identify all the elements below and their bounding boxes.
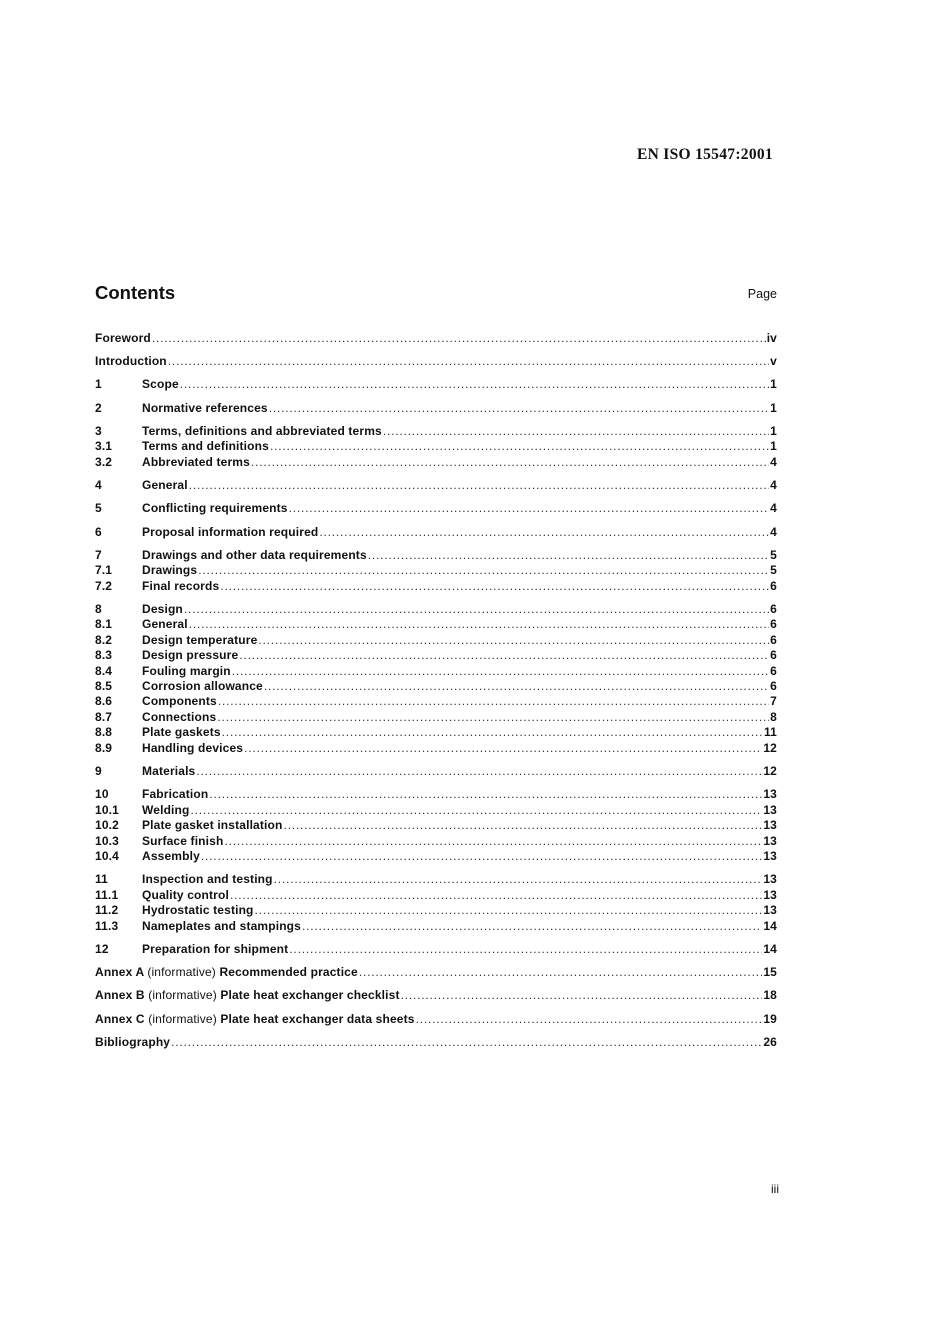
annex-note: (informative) <box>147 965 216 980</box>
dot-leader <box>209 787 762 802</box>
toc-entry-3[interactable] <box>95 424 777 439</box>
page-column-label: Page <box>747 287 777 301</box>
toc-entry-title: Corrosion allowance <box>142 679 263 694</box>
toc-entry-page: 5 <box>770 563 777 578</box>
toc-entry-page: 11 <box>764 725 777 740</box>
toc-entry-page: 13 <box>763 887 777 902</box>
toc-entry-title: Terms and definitions <box>142 439 269 454</box>
toc-entry-1[interactable] <box>95 377 777 392</box>
dot-leader <box>289 501 770 516</box>
toc-entry-title: General <box>142 478 188 493</box>
dot-leader <box>196 764 762 779</box>
dot-leader <box>359 965 763 980</box>
toc-entry-page: v <box>770 354 777 369</box>
dot-leader <box>289 942 762 957</box>
toc-entry-page: 14 <box>763 941 777 956</box>
toc-entry-title: Hydrostatic testing <box>142 903 254 918</box>
toc-entry-title: Welding <box>142 802 190 817</box>
toc-entry-page: 13 <box>763 849 777 864</box>
dot-leader <box>222 725 763 740</box>
toc-entry-page: 13 <box>763 872 777 887</box>
toc-entry-annex-b[interactable] <box>95 988 777 1003</box>
toc-entry-page: 6 <box>770 601 777 616</box>
toc-entry-number: 8.1 <box>95 617 113 632</box>
toc-entry-number: 10.2 <box>95 818 119 833</box>
toc-entry-page: 6 <box>770 632 777 647</box>
toc-entry-11-3[interactable] <box>95 919 777 934</box>
toc-entry-page: 19 <box>763 1011 777 1026</box>
toc-entry-title: Design temperature <box>142 632 258 647</box>
annex-title: Recommended practice <box>219 965 358 980</box>
dot-leader <box>368 548 769 563</box>
toc-entry-page: 1 <box>770 400 777 415</box>
toc-entry-number: 7.1 <box>95 563 113 578</box>
annex-title: Plate heat exchanger data sheets <box>220 1011 415 1026</box>
dot-leader <box>258 633 769 648</box>
dot-leader <box>189 617 769 632</box>
toc-entry-page: 13 <box>763 818 777 833</box>
toc-entry-title: Quality control <box>142 887 229 902</box>
dot-leader <box>189 478 769 493</box>
toc-entry-page: 12 <box>763 740 777 755</box>
toc-entry-title: Surface finish <box>142 833 224 848</box>
toc-entry-number: 11 <box>95 872 108 887</box>
toc-entry-8-6[interactable] <box>95 694 777 709</box>
toc-entry-title <box>95 1012 415 1027</box>
toc-entry-8-9[interactable] <box>95 741 777 756</box>
toc-entry-page: 1 <box>770 439 777 454</box>
dot-leader <box>255 903 763 918</box>
dot-leader <box>416 1012 763 1027</box>
toc-entry-title: Drawings and other data requirements <box>142 547 367 562</box>
toc-entry-10-2[interactable] <box>95 818 777 833</box>
dot-leader <box>230 888 762 903</box>
toc-entry-annex-a[interactable] <box>95 965 777 980</box>
toc-entry-11-1[interactable] <box>95 888 777 903</box>
toc-entry-title: Normative references <box>142 400 268 415</box>
toc-entry-8-5[interactable] <box>95 679 777 694</box>
toc-entry-title: Proposal information required <box>142 524 319 539</box>
toc-entry-page: 4 <box>770 501 777 516</box>
toc-entry-number: 7.2 <box>95 578 113 593</box>
toc-entry-8-1[interactable] <box>95 617 777 632</box>
toc-entry-11[interactable] <box>95 872 777 887</box>
toc-entry-number: 10.3 <box>95 833 119 848</box>
toc-entry-title: Fouling margin <box>142 663 231 678</box>
dot-leader <box>264 679 769 694</box>
toc-entry-page: 6 <box>770 578 777 593</box>
toc-entry-number: 8.6 <box>95 694 113 709</box>
toc-entry-title: Foreword <box>95 331 151 345</box>
toc-entry-page: 15 <box>763 965 777 980</box>
toc-entry-title: Plate gasket installation <box>142 818 283 833</box>
toc-entry-number: 10 <box>95 787 109 802</box>
dot-leader <box>274 872 763 887</box>
toc-entry-page: 13 <box>763 787 777 802</box>
toc-entry-page: 26 <box>763 1034 777 1049</box>
toc-entry-title: Bibliography <box>95 1034 171 1049</box>
toc-entry-number: 8.8 <box>95 725 113 740</box>
dot-leader <box>198 563 769 578</box>
toc-entry-title: Materials <box>142 764 196 779</box>
toc-entry-number: 3.2 <box>95 454 113 469</box>
toc-entry-10-4[interactable] <box>95 849 777 864</box>
toc-entry-foreword[interactable] <box>95 331 777 346</box>
toc-entry-8-3[interactable] <box>95 648 777 663</box>
toc-entry-4[interactable] <box>95 478 777 493</box>
dot-leader <box>217 710 769 725</box>
toc-entry-number: 8.3 <box>95 648 113 663</box>
toc-entry-title: Preparation for shipment <box>142 941 289 956</box>
toc-entry-6[interactable] <box>95 525 777 540</box>
toc-entry-title: Design <box>142 601 183 616</box>
toc-entry-7-1[interactable] <box>95 563 777 578</box>
dot-leader <box>283 818 762 833</box>
toc-entry-title: Introduction <box>95 354 167 369</box>
toc-entry-8[interactable] <box>95 602 777 617</box>
annex-title: Plate heat exchanger checklist <box>220 988 400 1003</box>
toc-entry-number: 8.2 <box>95 632 113 647</box>
toc-entry-number: 10.4 <box>95 849 119 864</box>
dot-leader <box>319 525 769 540</box>
toc-entry-page: 4 <box>770 524 777 539</box>
toc-entry-title: Drawings <box>142 563 198 578</box>
document-id: EN ISO 15547:2001 <box>636 146 773 163</box>
toc-entry-title: Plate gaskets <box>142 725 221 740</box>
page-number: iii <box>771 1182 779 1196</box>
annex-note: (informative) <box>148 988 217 1003</box>
toc-entry-11-2[interactable] <box>95 903 777 918</box>
toc-entry-page: 13 <box>763 802 777 817</box>
annex-note: (informative) <box>148 1011 217 1026</box>
dot-leader <box>168 354 769 369</box>
toc-entry-page: 6 <box>770 663 777 678</box>
toc-entry-number: 8.4 <box>95 663 113 678</box>
toc-entry-title: Design pressure <box>142 648 239 663</box>
toc-entry-5[interactable] <box>95 501 777 516</box>
toc-entry-number: 11.3 <box>95 918 119 933</box>
toc-entry-number: 6 <box>95 524 102 539</box>
dot-leader <box>302 919 762 934</box>
toc-entry-8-2[interactable] <box>95 633 777 648</box>
toc-entry-number: 9 <box>95 764 102 779</box>
dot-leader <box>401 988 763 1003</box>
dot-leader <box>232 664 769 679</box>
toc-entry-title: Fabrication <box>142 787 209 802</box>
toc-entry-number: 10.1 <box>95 802 119 817</box>
toc-entry-number: 8.9 <box>95 740 113 755</box>
toc-entry-number: 5 <box>95 501 102 516</box>
toc-entry-title: Handling devices <box>142 740 244 755</box>
dot-leader <box>224 834 762 849</box>
toc-entry-2[interactable] <box>95 401 777 416</box>
toc-entry-title <box>95 988 400 1003</box>
dot-leader <box>218 694 769 709</box>
dot-leader <box>201 849 762 864</box>
toc-entry-number: 4 <box>95 478 102 493</box>
toc-entry-number: 11.1 <box>95 887 119 902</box>
toc-entry-title: General <box>142 617 188 632</box>
toc-entry-7-2[interactable] <box>95 579 777 594</box>
toc-entry-page: 1 <box>770 377 777 392</box>
toc-entry-10-1[interactable] <box>95 803 777 818</box>
dot-leader <box>152 331 766 346</box>
toc-entry-title <box>95 965 358 980</box>
toc-entry-page: 5 <box>770 547 777 562</box>
toc-entry-page: 12 <box>763 764 777 779</box>
toc-entry-number: 8.5 <box>95 679 113 694</box>
toc-entry-3-1[interactable] <box>95 439 777 454</box>
annex-label: Annex A <box>95 965 144 980</box>
toc-entry-title: Components <box>142 694 217 709</box>
toc-entry-title: Scope <box>142 377 179 392</box>
toc-entry-introduction[interactable] <box>95 354 777 369</box>
toc-entry-page: 6 <box>770 648 777 663</box>
toc-entry-page: 6 <box>770 679 777 694</box>
toc-entry-bibliography[interactable] <box>95 1035 777 1050</box>
toc-entry-12[interactable] <box>95 942 777 957</box>
toc-entry-number: 3.1 <box>95 439 113 454</box>
toc-entry-page: 1 <box>770 423 777 438</box>
toc-entry-title: Inspection and testing <box>142 872 273 887</box>
toc-entry-page: 13 <box>763 903 777 918</box>
toc-entry-title: Abbreviated terms <box>142 454 250 469</box>
dot-leader <box>270 439 769 454</box>
annex-label: Annex B <box>95 988 145 1003</box>
toc-entry-title: Conflicting requirements <box>142 501 288 516</box>
toc-entry-number: 11.2 <box>95 903 119 918</box>
toc-entry-8-7[interactable] <box>95 710 777 725</box>
toc-entry-title: Terms, definitions and abbreviated terms <box>142 423 382 438</box>
toc-entry-8-8[interactable] <box>95 725 777 740</box>
dot-leader <box>191 803 763 818</box>
toc-entry-number: 2 <box>95 400 102 415</box>
contents-heading: Contents <box>95 282 176 303</box>
table-of-contents <box>95 331 777 1050</box>
toc-entry-number: 7 <box>95 547 102 562</box>
toc-entry-page: 6 <box>770 617 777 632</box>
toc-entry-page: 4 <box>770 478 777 493</box>
toc-entry-number: 8 <box>95 601 102 616</box>
dot-leader <box>269 401 769 416</box>
toc-entry-number: 3 <box>95 423 102 438</box>
toc-entry-3-2[interactable] <box>95 455 777 470</box>
toc-entry-9[interactable] <box>95 764 777 779</box>
toc-entry-number: 12 <box>95 941 109 956</box>
toc-entry-page: 13 <box>763 833 777 848</box>
dot-leader <box>244 741 762 756</box>
toc-entry-page: 8 <box>770 709 777 724</box>
dot-leader <box>220 579 769 594</box>
annex-label: Annex C <box>95 1011 145 1026</box>
dot-leader <box>383 424 769 439</box>
toc-entry-page: 4 <box>770 454 777 469</box>
toc-entry-number: 8.7 <box>95 709 113 724</box>
toc-entry-annex-c[interactable] <box>95 1012 777 1027</box>
toc-entry-10-3[interactable] <box>95 834 777 849</box>
toc-entry-title: Assembly <box>142 849 200 864</box>
toc-entry-page: 14 <box>763 918 777 933</box>
dot-leader <box>171 1035 762 1050</box>
toc-entry-title: Connections <box>142 709 217 724</box>
toc-entry-8-4[interactable] <box>95 664 777 679</box>
toc-entry-number: 1 <box>95 377 102 392</box>
toc-entry-page: 7 <box>770 694 777 709</box>
toc-entry-title: Final records <box>142 578 220 593</box>
dot-leader <box>239 648 769 663</box>
dot-leader <box>180 377 769 392</box>
dot-leader <box>251 455 769 470</box>
toc-entry-7[interactable] <box>95 548 777 563</box>
toc-entry-page: 18 <box>763 988 777 1003</box>
toc-entry-title: Nameplates and stampings <box>142 918 301 933</box>
dot-leader <box>184 602 769 617</box>
toc-entry-10[interactable] <box>95 787 777 802</box>
toc-entry-page: iv <box>766 331 777 345</box>
